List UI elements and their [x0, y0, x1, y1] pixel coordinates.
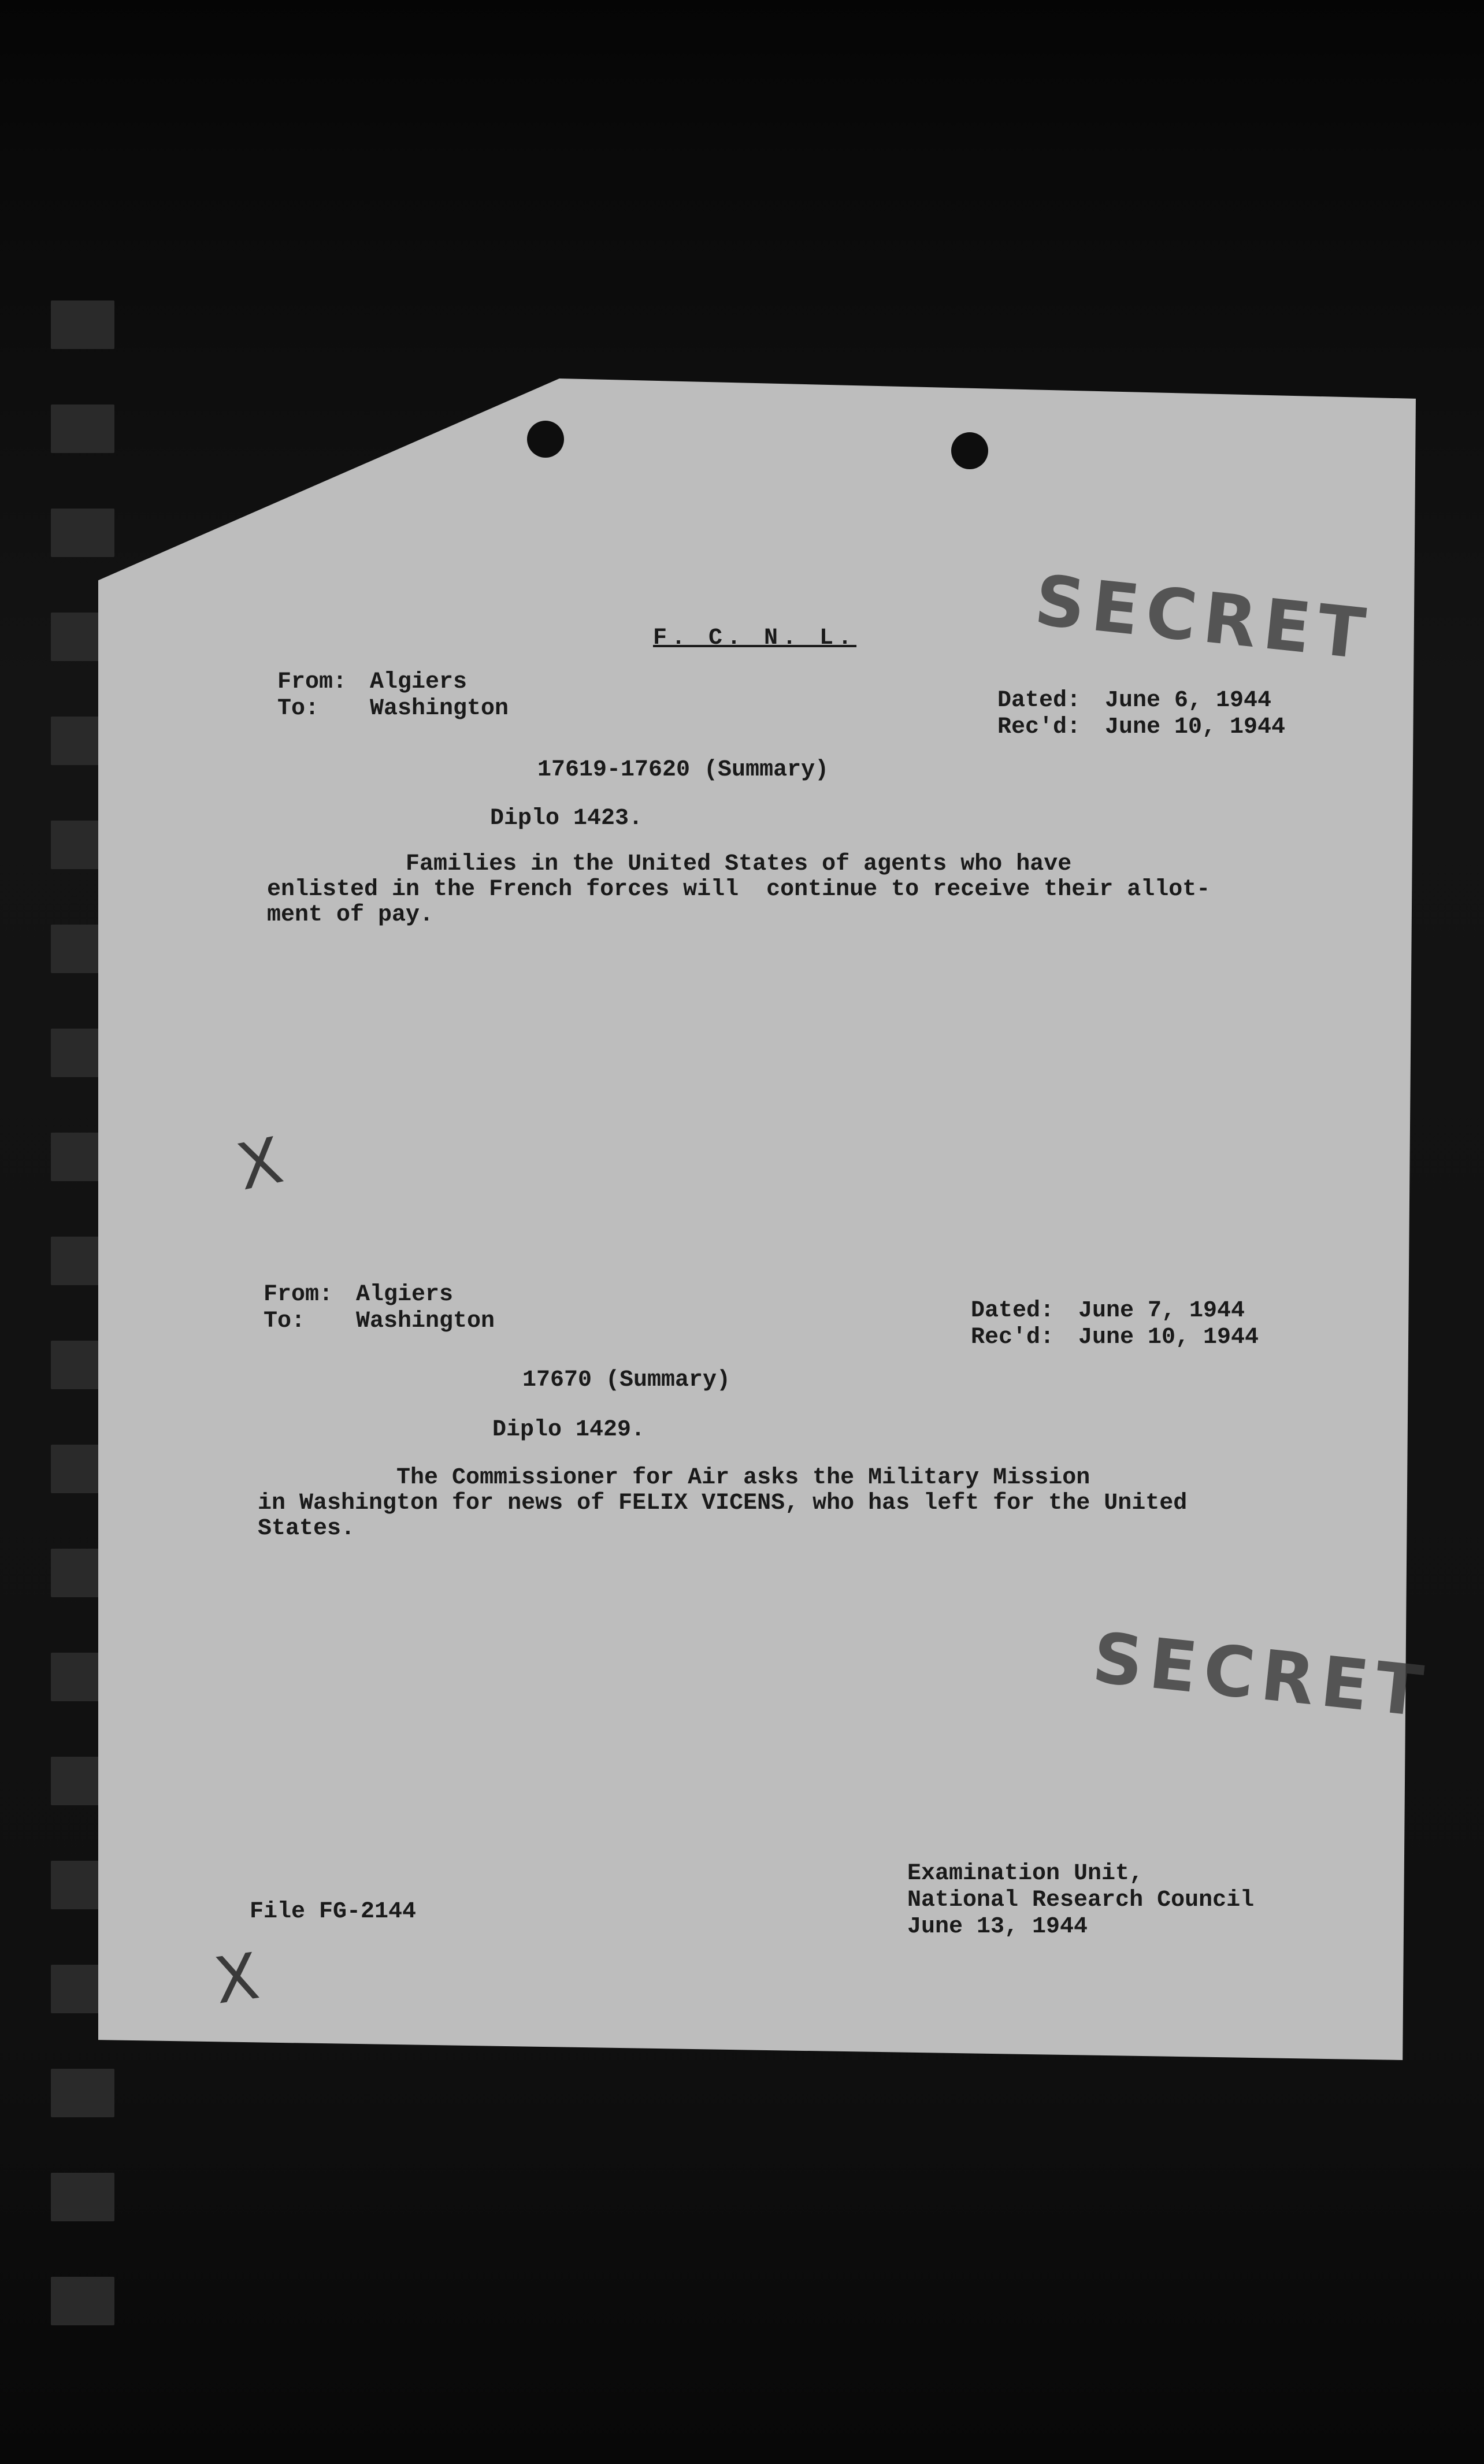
film-sprocket [51, 2173, 114, 2221]
punch-hole [951, 432, 988, 469]
recd-value: June 10, 1944 [1078, 1324, 1259, 1350]
examination-unit-line: June 13, 1944 [907, 1914, 1088, 1940]
film-sprocket [51, 405, 114, 453]
from-value: Algiers [356, 1282, 454, 1308]
punch-hole [527, 421, 564, 458]
message-body-line: Families in the United States of agents who have [267, 851, 1072, 877]
dated-label: Dated: [997, 688, 1081, 714]
secret-stamp-bottom: SECRET [1089, 1617, 1434, 1734]
diplo-number: Diplo 1429. [492, 1417, 645, 1443]
handwritten-x-mark: X [231, 1123, 289, 1205]
message-number: 17619-17620 (Summary) [537, 757, 829, 783]
film-sprocket [51, 2277, 114, 2325]
diplo-number: Diplo 1423. [490, 806, 643, 832]
to-value: Washington [370, 696, 509, 722]
to-label: To: [264, 1308, 306, 1334]
examination-unit-line: Examination Unit, [907, 1861, 1144, 1887]
from-label: From: [277, 669, 347, 695]
to-value: Washington [356, 1308, 495, 1334]
message-number: 17670 (Summary) [522, 1367, 731, 1393]
recd-value: June 10, 1944 [1105, 714, 1286, 740]
message-body-line: States. [258, 1516, 355, 1542]
recd-label: Rec'd: [997, 714, 1081, 740]
film-sprocket [51, 509, 114, 557]
message-body-line: in Washington for news of FELIX VICENS, who has left for the United [258, 1490, 1188, 1516]
secret-stamp-top: SECRET [1031, 560, 1376, 676]
message-body-line: ment of pay. [267, 902, 434, 928]
from-label: From: [264, 1282, 333, 1308]
handwritten-x-mark: X [210, 1939, 264, 2018]
document-header: F. C. N. L. [653, 625, 857, 651]
to-label: To: [277, 696, 320, 722]
dated-value: June 6, 1944 [1105, 688, 1272, 714]
film-sprocket [51, 300, 114, 349]
dated-value: June 7, 1944 [1078, 1298, 1245, 1324]
file-reference: File FG-2144 [250, 1899, 417, 1925]
message-body-line: enlisted in the French forces will continue to receive their allot- [267, 877, 1211, 903]
examination-unit-line: National Research Council [907, 1887, 1255, 1913]
from-value: Algiers [370, 669, 468, 695]
message-body-line: The Commissioner for Air asks the Military Mission [258, 1465, 1090, 1491]
dated-label: Dated: [971, 1298, 1055, 1324]
film-sprocket [51, 2069, 114, 2117]
recd-label: Rec'd: [971, 1324, 1055, 1350]
